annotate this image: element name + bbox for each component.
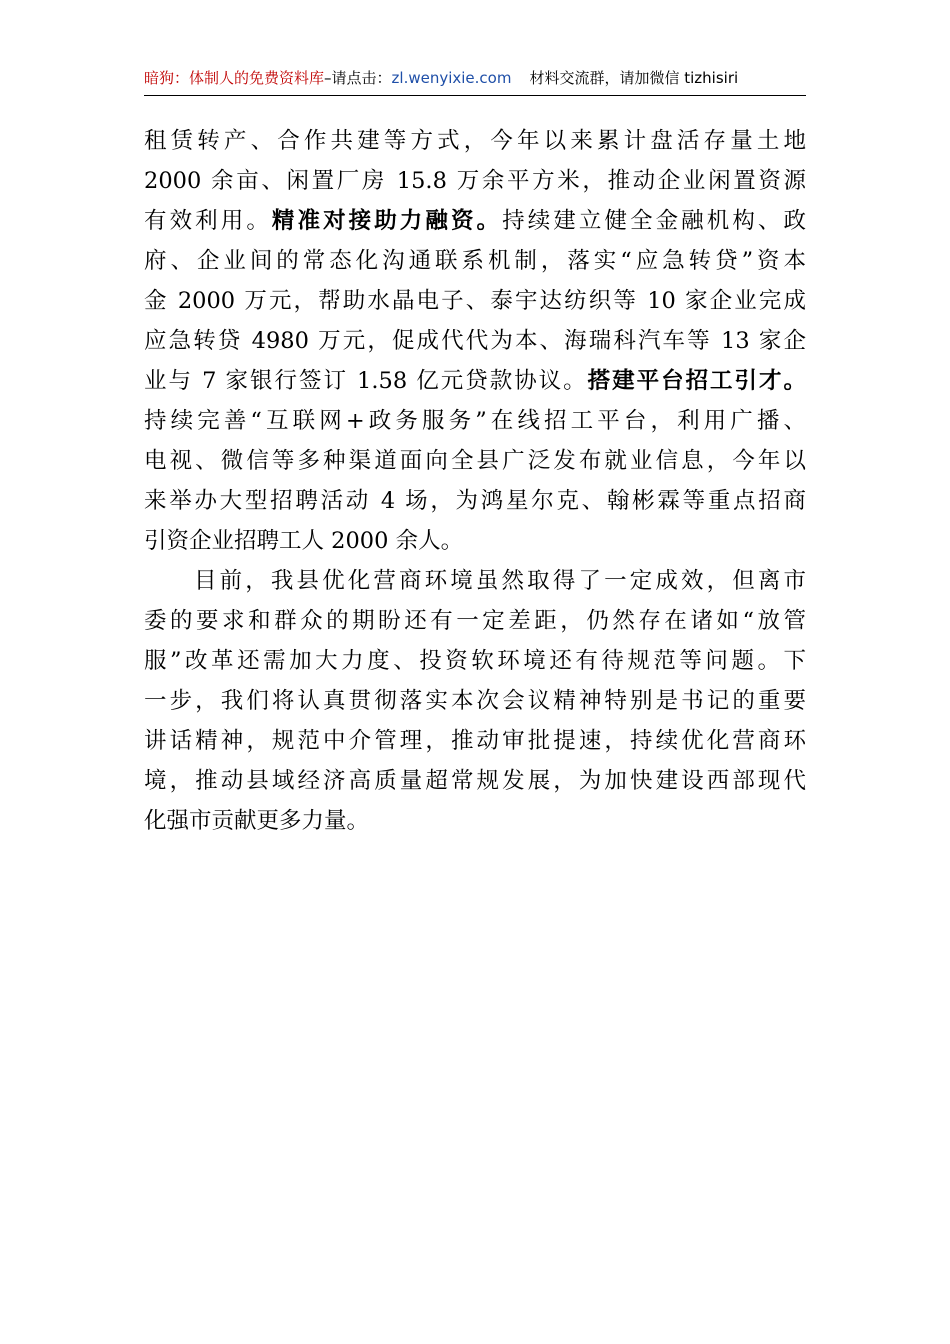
text-line: 委的要求和群众的期盼还有一定差距，仍然存在诸如“放管 <box>144 608 806 634</box>
text-line: 化强市贡献更多力量。 <box>144 808 370 834</box>
subheading-financing: 精准对接助力融资。 <box>271 208 503 234</box>
text-line <box>144 361 806 401</box>
text-line: 金 2000 万元，帮助水晶电子、泰宇达纺织等 10 家企业完成 <box>144 288 806 314</box>
text-line: 境，推动县域经济高质量超常规发展，为加快建设西部现代 <box>144 768 806 794</box>
text-run: 业与 7 家银行签订 1.58 亿元贷款协议。 <box>144 368 588 394</box>
header-site-name: 暗狗：体制人的免费资料库 <box>144 69 325 87</box>
text-run: 有效利用。 <box>144 208 272 234</box>
paragraph-2 <box>144 561 806 841</box>
text-line: 府、企业间的常态化沟通联系机制，落实“应急转贷”资本 <box>144 248 806 274</box>
header-url-link[interactable]: zl.wenyixie.com <box>391 69 512 87</box>
document-body <box>144 121 806 841</box>
text-line <box>144 201 806 241</box>
header-click-prompt: –请点击： <box>324 69 392 87</box>
header-wechat-note: 材料交流群，请加微信 tizhisiri <box>529 69 739 87</box>
text-line: 电视、微信等多种渠道面向全县广泛发布就业信息，今年以 <box>144 448 806 474</box>
text-line: 应急转贷 4980 万元，促成代代为本、海瑞科汽车等 13 家企 <box>144 328 806 354</box>
text-line: 引资企业招聘工人 2000 余人。 <box>144 528 464 554</box>
text-line: 来举办大型招聘活动 4 场，为鸿星尔克、翰彬霖等重点招商 <box>144 488 806 514</box>
text-line: 讲话精神，规范中介管理，推动审批提速，持续优化营商环 <box>144 728 806 754</box>
paragraph-1 <box>144 121 806 561</box>
text-line: 2000 余亩、闲置厂房 15.8 万余平方米，推动企业闲置资源 <box>144 168 806 194</box>
text-line: 目前，我县优化营商环境虽然取得了一定成效，但离市 <box>194 568 806 594</box>
text-line: 持续完善“互联网+政务服务”在线招工平台，利用广播、 <box>144 408 806 434</box>
text-line: 一步，我们将认真贯彻落实本次会议精神特别是书记的重要 <box>144 688 806 714</box>
text-line: 租赁转产、合作共建等方式，今年以来累计盘活存量土地 <box>144 128 806 154</box>
text-run: 持续建立健全金融机构、政 <box>502 208 806 234</box>
page-header <box>144 68 806 96</box>
subheading-recruitment: 搭建平台招工引才。 <box>587 368 806 394</box>
text-line: 服”改革还需加大力度、投资软环境还有待规范等问题。下 <box>144 648 806 674</box>
